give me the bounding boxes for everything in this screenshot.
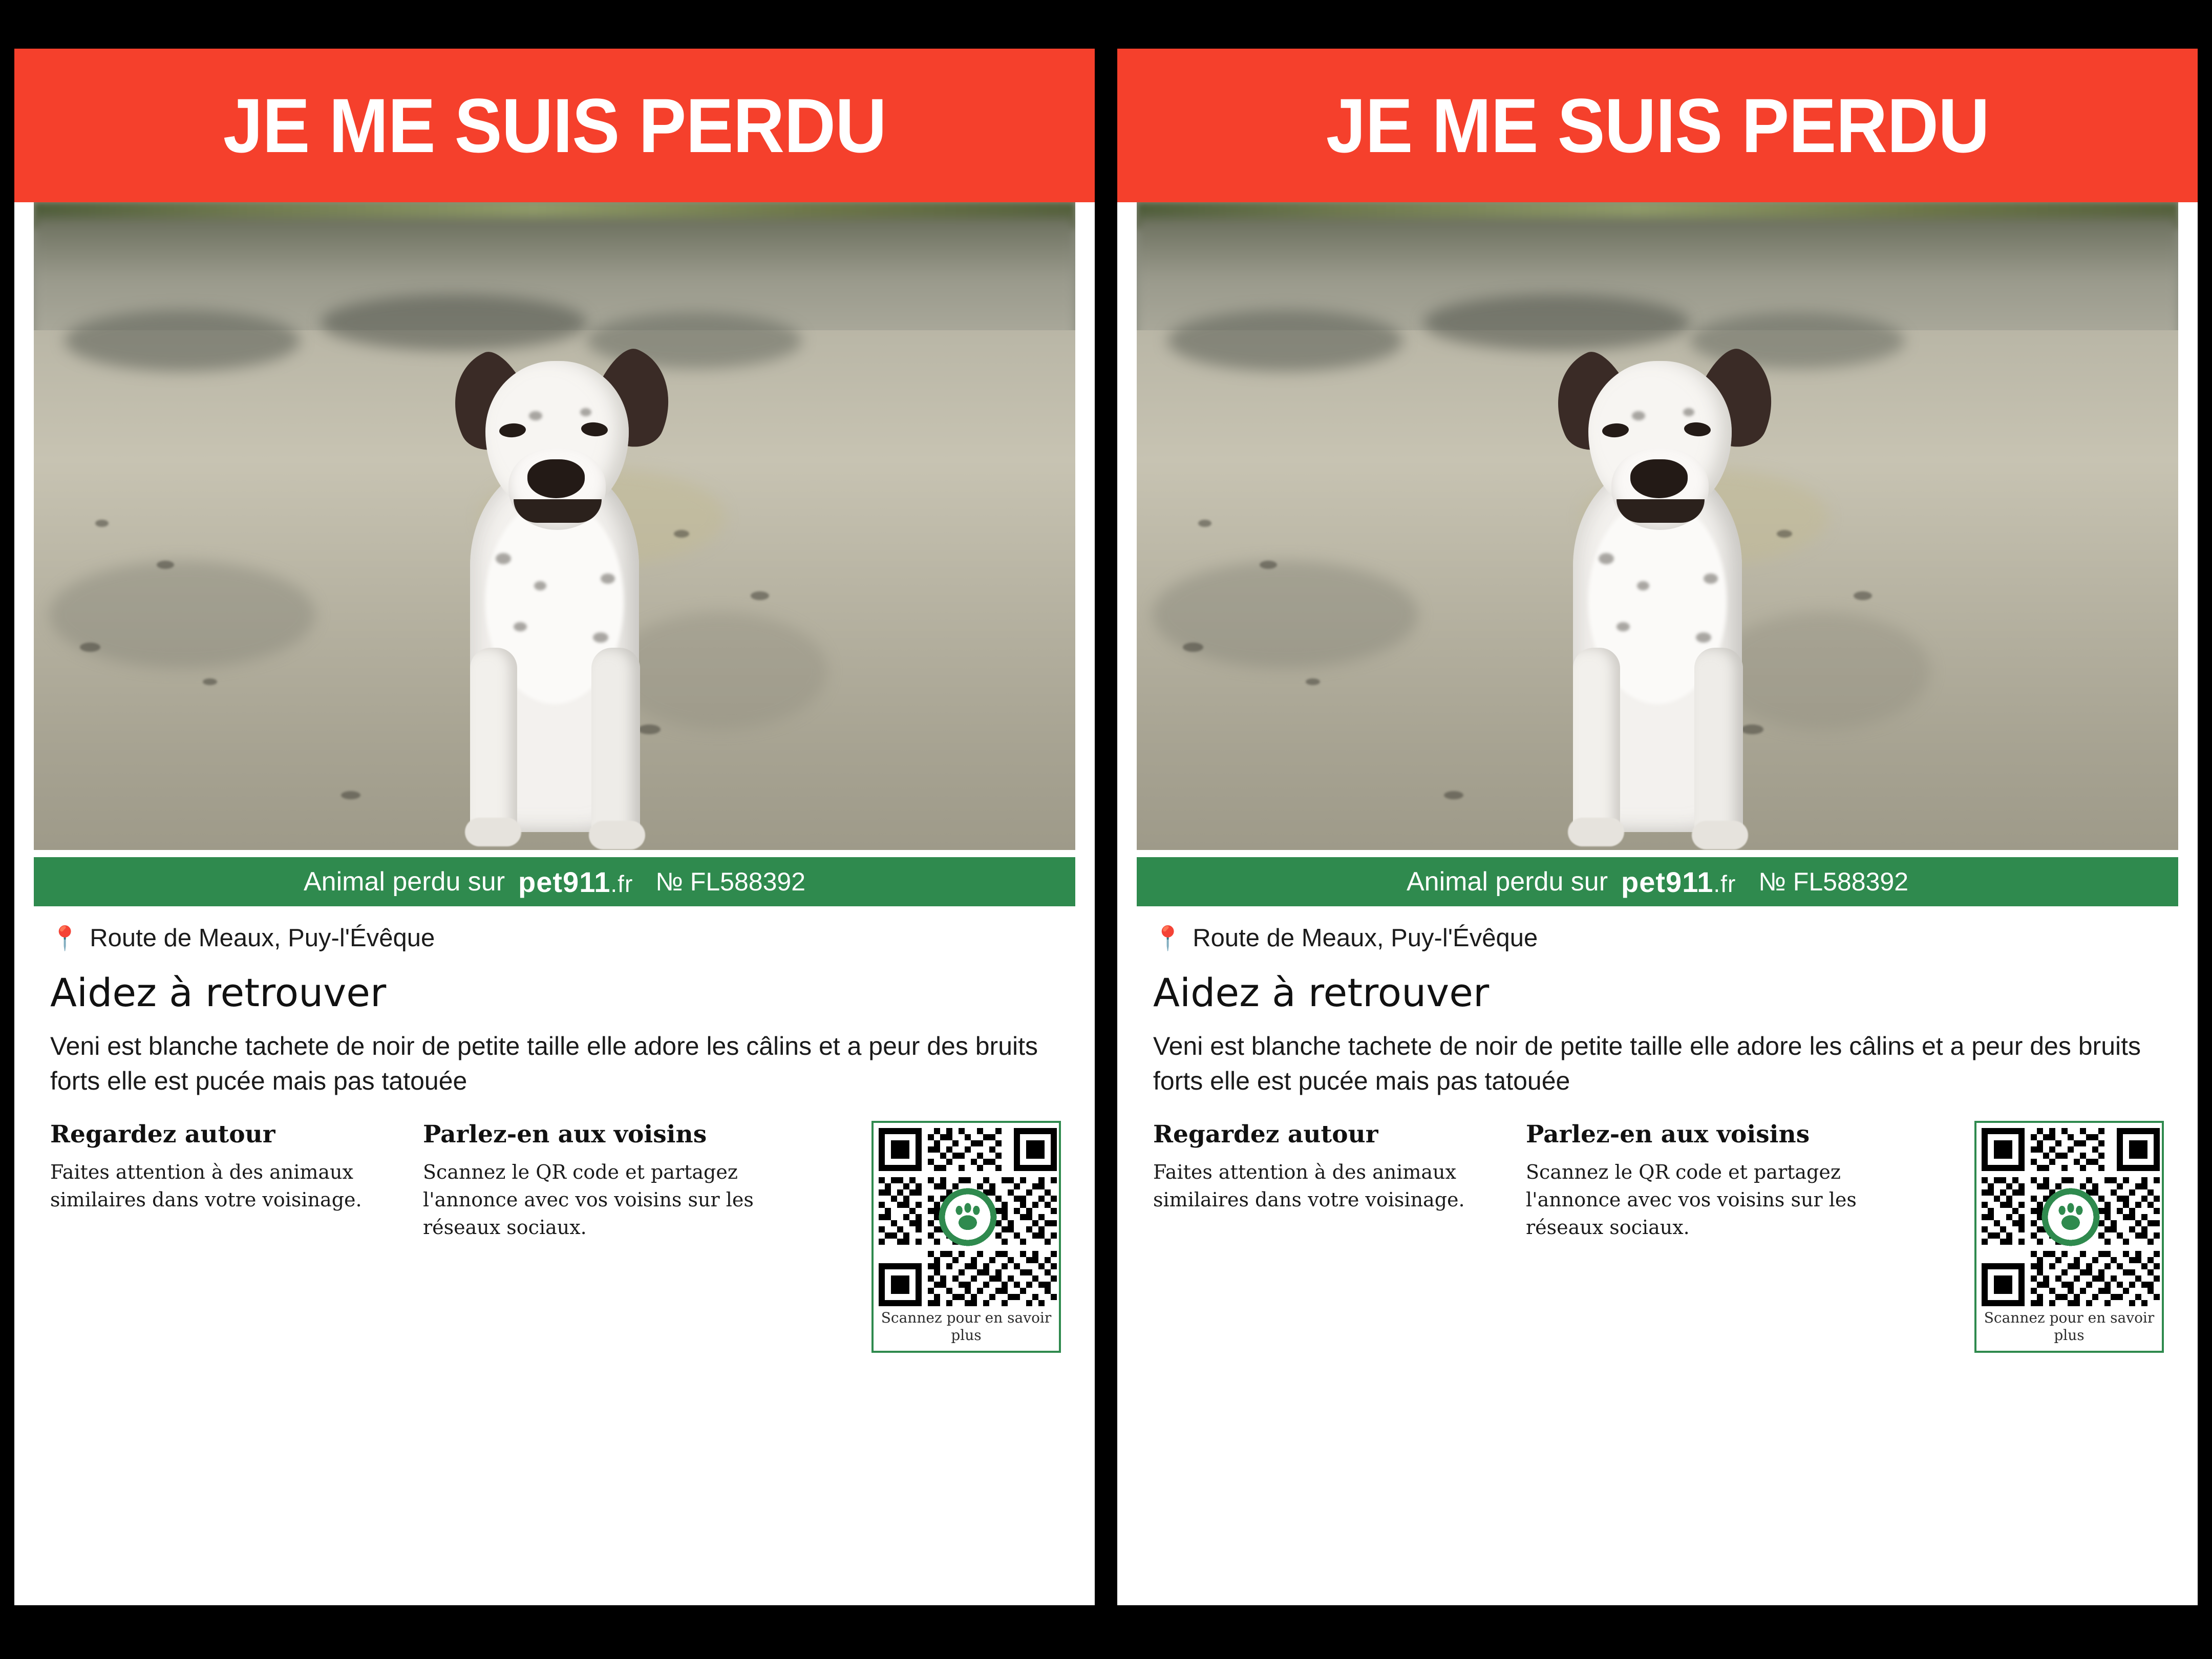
qr-caption: Scannez pour en savoir plus (1984, 1309, 2155, 1344)
advice-text: Faites attention à des animaux similaires dans votre voisinage. (50, 1161, 362, 1211)
location-text: Route de Meaux, Puy-l'Évêque (1193, 924, 1538, 952)
map-pin-icon: 📍 (50, 925, 80, 951)
brand-bar (34, 857, 1075, 906)
advice-heading: Regardez autour (50, 1120, 275, 1148)
brand-name: pet911 (518, 865, 611, 898)
poster-body (14, 906, 1095, 1605)
case-number: № FL588392 (1758, 867, 1909, 896)
pet-photo-canvas (34, 202, 1075, 850)
location-row (1153, 924, 2164, 952)
brand-tld: .fr (610, 870, 633, 897)
dog-illustration (360, 294, 749, 850)
advice-text: Scannez le QR code et partagez l'annonce avec vos voisins sur les réseaux sociaux. (1526, 1161, 1857, 1239)
qr-code-icon[interactable] (1982, 1128, 2160, 1306)
brand-logo (518, 865, 633, 899)
brand-tld: .fr (1713, 870, 1736, 897)
advice-text: Faites attention à des animaux similaires dans votre voisinage. (1153, 1161, 1465, 1211)
brand-bar (1137, 857, 2178, 906)
poster-header-title: JE ME SUIS PERDU (223, 82, 886, 168)
advice-heading: Parlez-en aux voisins (423, 1120, 707, 1148)
page-title: Aidez à retrouver (50, 970, 387, 1015)
advice-columns (1153, 1121, 2164, 1353)
pet-description: Veni est blanche tachete de noir de petite taille elle adore les câlins et a peur des bruits forts elle est pucée mais pas tatouée (1153, 1032, 2141, 1095)
advice-column-look-around (50, 1121, 398, 1214)
advice-column-tell-neighbors (423, 1121, 761, 1242)
pet-description: Veni est blanche tachete de noir de petite taille elle adore les câlins et a peur des bruits forts elle est pucée mais pas tatouée (50, 1032, 1038, 1095)
poster-body (1117, 906, 2198, 1605)
advice-text: Scannez le QR code et partagez l'annonce avec vos voisins sur les réseaux sociaux. (423, 1161, 754, 1239)
advice-heading: Parlez-en aux voisins (1526, 1120, 1810, 1148)
map-pin-icon: 📍 (1153, 925, 1183, 951)
pet-photo-canvas (1137, 202, 2178, 850)
dog-illustration (1463, 294, 1852, 850)
qr-caption: Scannez pour en savoir plus (881, 1309, 1052, 1344)
location-row (50, 924, 1061, 952)
lost-pet-poster-right (1117, 49, 2198, 1605)
page-divider (1101, 0, 1110, 1659)
lost-pet-poster-left (14, 49, 1095, 1605)
poster-header (1117, 49, 2198, 202)
poster-header-title: JE ME SUIS PERDU (1326, 82, 1989, 168)
lost-prefix-label: Animal perdu sur (1406, 867, 1608, 897)
qr-code-block[interactable] (1974, 1121, 2164, 1353)
location-text: Route de Meaux, Puy-l'Évêque (90, 924, 435, 952)
pet-photo (34, 202, 1075, 850)
poster-header (14, 49, 1095, 202)
pet-photo (1137, 202, 2178, 850)
advice-column-tell-neighbors (1526, 1121, 1864, 1242)
page-title: Aidez à retrouver (1153, 970, 1490, 1015)
advice-columns (50, 1121, 1061, 1353)
advice-heading: Regardez autour (1153, 1120, 1378, 1148)
lost-prefix-label: Animal perdu sur (303, 867, 505, 897)
brand-logo (1621, 865, 1736, 899)
qr-code-block[interactable] (871, 1121, 1061, 1353)
case-number: № FL588392 (655, 867, 806, 896)
qr-code-icon[interactable] (879, 1128, 1057, 1306)
brand-name: pet911 (1621, 865, 1714, 898)
advice-column-look-around (1153, 1121, 1501, 1214)
